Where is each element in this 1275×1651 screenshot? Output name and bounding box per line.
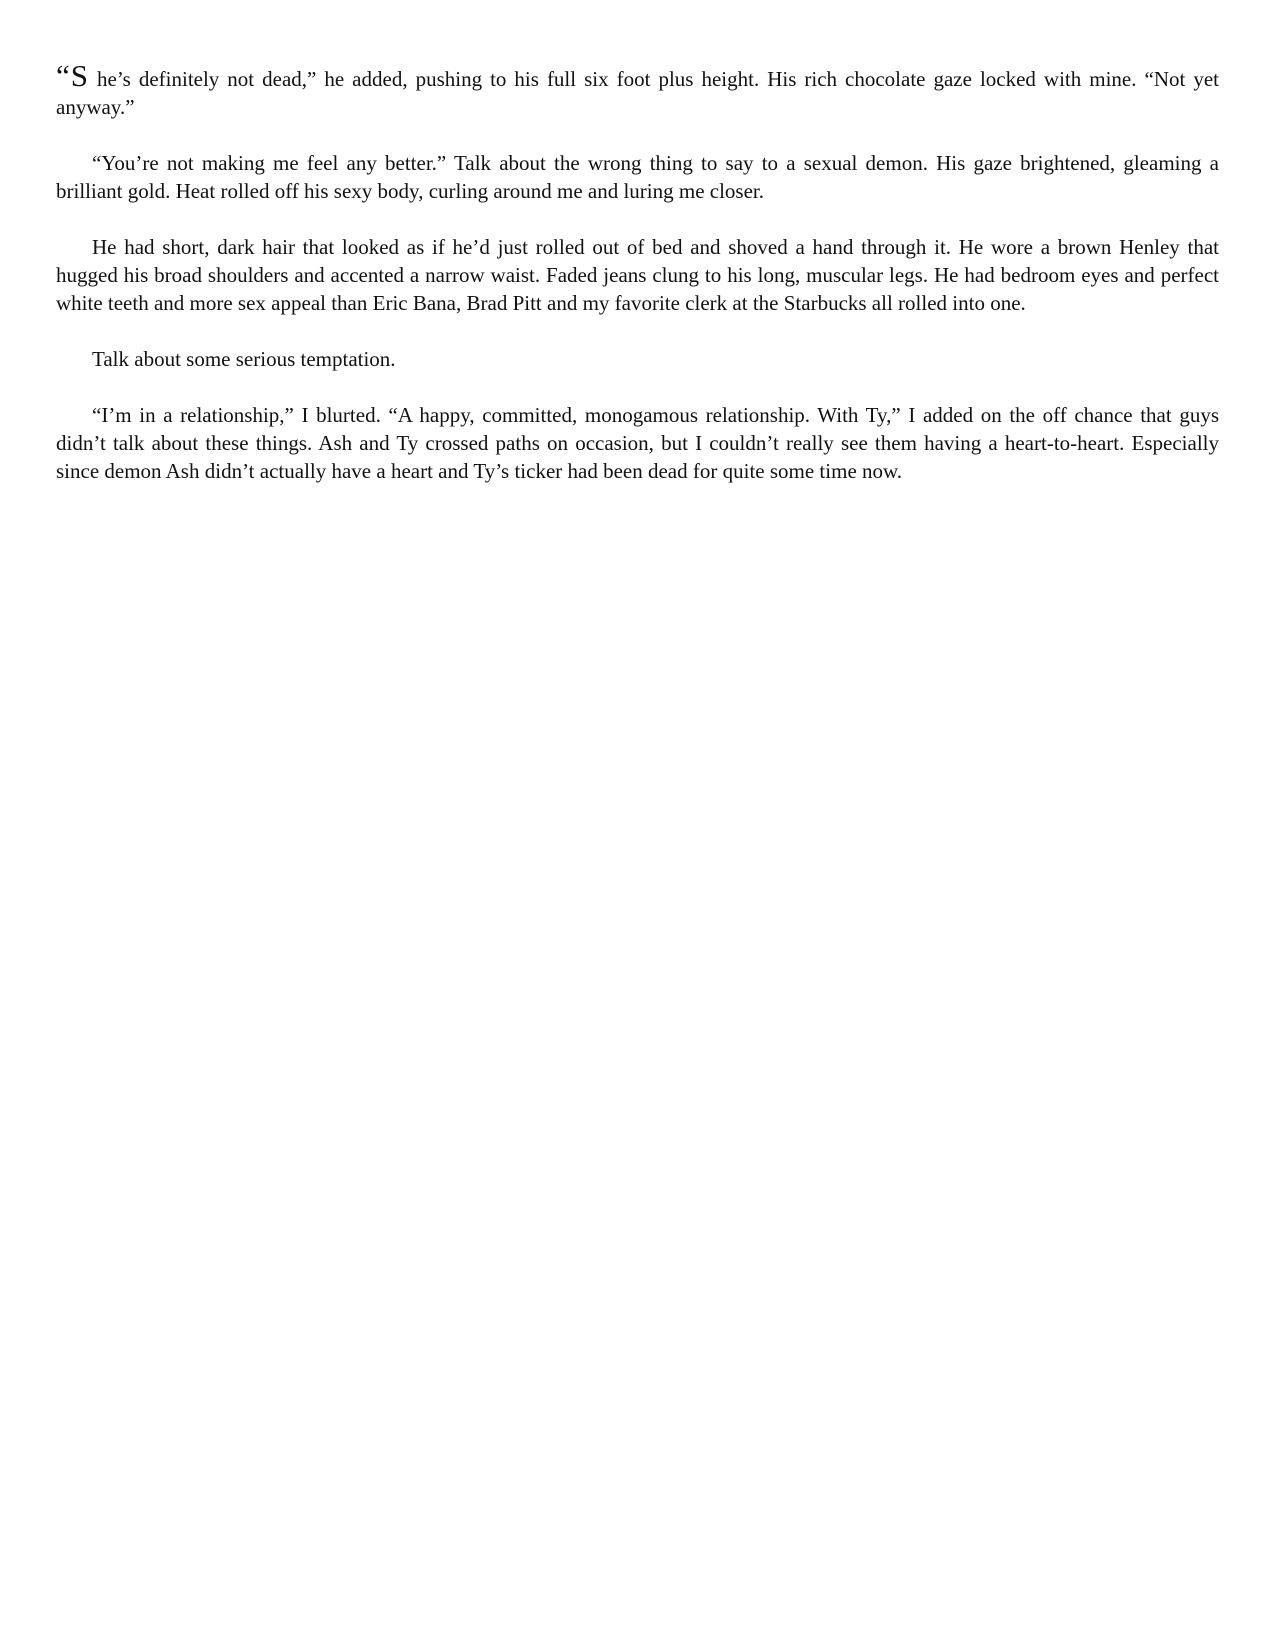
document-page: [56, 58, 1219, 513]
paragraph: He had short, dark hair that looked as if he’d just rolled out of bed and shoved a hand through it. He wore a brown Henley that hugged his broad shoulders and accented a narrow waist. Faded jeans clung to his long, muscular legs. He had bedroom eyes and perfect white teeth and more sex appeal than Eric Bana, Brad Pitt and my favorite clerk at the Starbucks all rolled into one.: [56, 235, 1219, 315]
paragraph: “You’re not making me feel any better.” Talk about the wrong thing to say to a sexual demon. His gaze brightened, gleaming a brilliant gold. Heat rolled off his sexy body, curling around me and luring me closer.: [56, 151, 1219, 203]
opening-text: he’s definitely not dead,” he added, pushing to his full six foot plus height. His rich chocolate gaze locked with mine. “Not yet anyway.”: [56, 67, 1219, 119]
opening-paragraph: [56, 58, 1219, 121]
paragraph: Talk about some serious temptation.: [92, 347, 396, 371]
paragraph: “I’m in a relationship,” I blurted. “A happy, committed, monogamous relationship. With Ty,” I added on the off chance that guys didn’t talk about these things. Ash and Ty crossed paths on occasion, but I couldn’t really see them having a heart-to-heart. Especially since demon Ash didn’t actually have a heart and Ty’s ticker had been dead for quite some time now.: [56, 403, 1219, 483]
drop-cap: “S: [56, 58, 89, 93]
